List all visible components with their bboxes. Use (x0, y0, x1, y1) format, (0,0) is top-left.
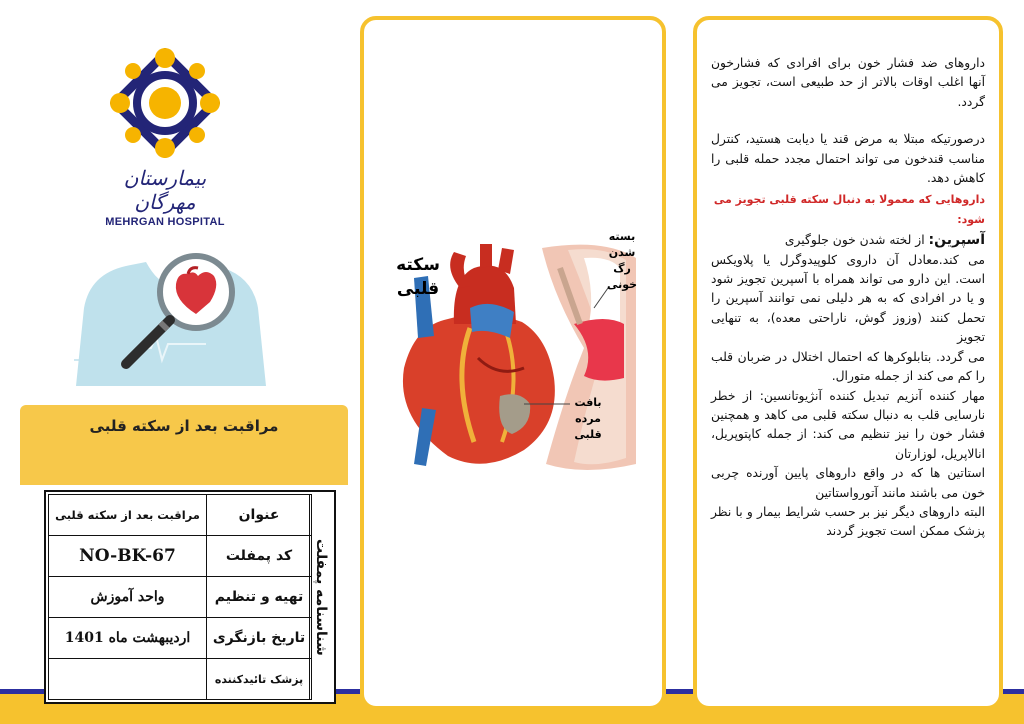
pamphlet-id-table (44, 490, 336, 704)
paragraph-statins: استاتین ها که در واقع داروهای پایین آورنده چربی خون می باشند مانند آتورواستاتین (711, 466, 985, 500)
row-value: مراقبت بعد از سکته قلبی (49, 495, 207, 536)
figure-title-line1: سکته (396, 255, 440, 275)
hospital-logo (100, 48, 230, 228)
row-value: واحد آموزش (49, 577, 207, 618)
label-tissue-3: قلبی (574, 428, 602, 441)
row-label: پزشک تائیدکننده (207, 659, 312, 700)
heart-attack-figure (374, 228, 650, 476)
label-clot-2: شدن (608, 246, 636, 259)
label-tissue-2: مرده (575, 412, 601, 425)
id-vertical-label: شناسنامه پمفلت (313, 538, 329, 656)
medications-subheading: داروهایی که معمولا به دنبال سکته قلبی تجویز می شود: (713, 193, 985, 226)
table-row (49, 495, 312, 536)
aspirin-label: آسپرین: (928, 232, 985, 249)
paragraph-diabetes: درصورتیکه مبتلا به مرض قند یا دیابت هستید، کنترل مناسب قندخون می تواند احتمال مجدد حمله قلبی را کاهش دهد. (711, 132, 985, 186)
label-clot-3: رگ (613, 262, 631, 275)
label-clot-4: خونی (606, 278, 638, 291)
row-label: عنوان (207, 495, 312, 536)
row-value: اردیبهشت ماه 1401 (49, 618, 207, 659)
middle-panel (360, 16, 666, 710)
row-label: تهیه و تنظیم (207, 577, 312, 618)
right-panel (693, 16, 1003, 710)
aspirin-text: از لخته شدن خون جلوگیری (784, 233, 929, 248)
paragraph-beta-blockers: می گردد. بتابلوکرها که احتمال اختلال در ضربان قلب را کم می کند از جمله متورال. (711, 349, 985, 384)
hospital-name-fa: بیمارستان مهرگان (123, 166, 207, 214)
row-label: تاریخ بازنگری (207, 618, 312, 659)
paragraph-bp-drugs: داروهای ضد فشار خون برای افرادی که فشارخون آنها اغلب اوقات بالاتر از حد طبیعی است، تجویز می گردد. (711, 56, 985, 109)
table-row (49, 618, 312, 659)
label-clot-1: بسته (608, 230, 636, 243)
paragraph-other-drugs: البته داروهای دیگر نیز بر حسب شرایط بیمار و با نظر پزشک ممکن است تجویز گردند (711, 504, 985, 539)
brochure-title-card (20, 405, 348, 485)
row-value (49, 659, 207, 700)
table-row (49, 536, 312, 577)
brochure-title: مراقبت بعد از سکته قلبی (89, 417, 279, 435)
label-tissue-1: بافت (574, 396, 602, 409)
id-vertical-header (309, 494, 332, 700)
paragraph-ace-inhibitors: مهار کننده آنزیم تبدیل کننده آنژیوتانسین: از خطر نارسایی قلب به دنبال سکته قلبی می کاهد و همچنین فشار خون را نیز تنظیم می کند: از جمله کاپتوپریل، انالاپریل، لوزارتان (711, 388, 985, 461)
paragraph-clopidogrel: می کند.معادل آن داروی کلوپیدوگرل یا پلاویکس است. این دارو می تواند همراه با آسپرین تجویز شود و یا در افرادی که به هر دلیلی نمی توانند آسپرین را تحمل کنند (وزوز گوش، ناراحتی معده)، به تنهایی تجویز (711, 252, 985, 345)
content-text (711, 54, 985, 542)
paragraph-aspirin (711, 231, 985, 250)
hospital-name-en: MEHRGAN HOSPITAL (105, 216, 225, 228)
table-row (49, 577, 312, 618)
row-label: کد پمفلت (207, 536, 312, 577)
table-row (49, 659, 312, 700)
row-value: NO-BK-67 (49, 536, 207, 577)
heart-magnifier-illustration (66, 248, 276, 386)
figure-title-line2: قلبی (396, 279, 440, 299)
mehrgan-emblem-icon (110, 48, 220, 158)
